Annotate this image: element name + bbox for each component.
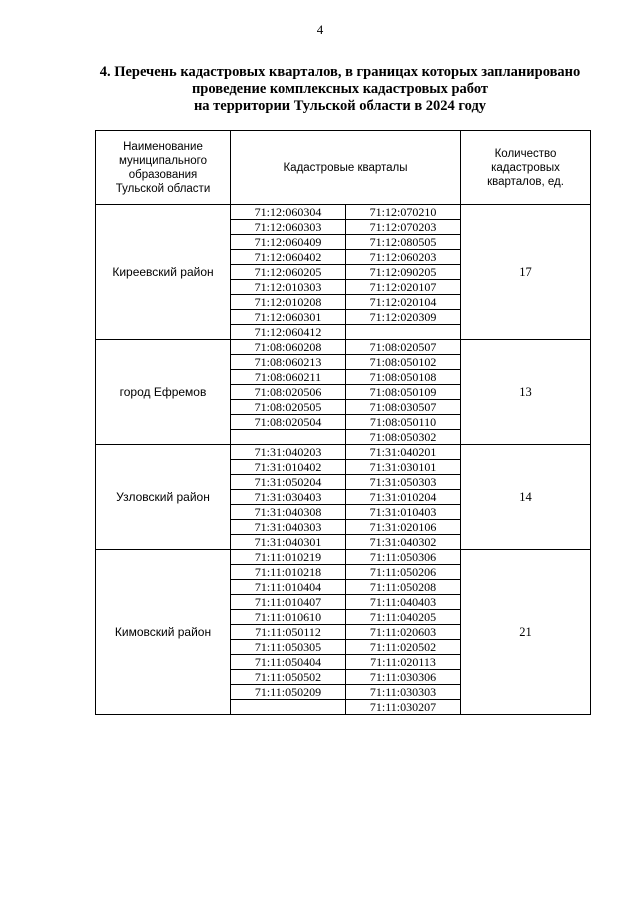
cadastral-number: 71:31:050303 <box>346 475 461 490</box>
cadastral-number: 71:08:020506 <box>231 385 346 400</box>
quarters-grid-row <box>231 565 460 580</box>
table-row <box>96 445 591 550</box>
cadastral-number: 71:08:050110 <box>346 415 461 430</box>
quarters-grid <box>231 205 460 339</box>
cadastral-number: 71:31:040201 <box>346 445 461 460</box>
cadastral-number: 71:08:020507 <box>346 340 461 355</box>
cadastral-number: 71:11:020603 <box>346 625 461 640</box>
quarters-grid-row <box>231 550 460 565</box>
quarters-grid-row <box>231 655 460 670</box>
cadastral-number: 71:12:090205 <box>346 265 461 280</box>
cadastral-number: 71:11:030306 <box>346 670 461 685</box>
cadastral-number: 71:31:040203 <box>231 445 346 460</box>
header-count: Количество кадастровых кварталов, ед. <box>461 131 591 205</box>
quarters-grid-row <box>231 220 460 235</box>
page-number: 4 <box>316 22 324 37</box>
quarters-grid-row <box>231 205 460 220</box>
cadastral-number: 71:11:050208 <box>346 580 461 595</box>
heading-line-3: на территории Тульской области в 2024 году <box>193 98 487 114</box>
cadastral-number: 71:12:020107 <box>346 280 461 295</box>
quarters-count: 21 <box>461 550 591 715</box>
quarters-list <box>231 445 461 550</box>
quarters-grid-row <box>231 625 460 640</box>
quarters-grid-row <box>231 580 460 595</box>
cadastral-number: 71:12:010208 <box>231 295 346 310</box>
cadastral-number: 71:11:050306 <box>346 550 461 565</box>
quarters-count: 13 <box>461 340 591 445</box>
cadastral-number: 71:11:020113 <box>346 655 461 670</box>
table-row <box>96 340 591 445</box>
quarters-grid-row <box>231 685 460 700</box>
quarters-grid-row <box>231 325 460 340</box>
quarters-grid-row <box>231 595 460 610</box>
municipality-name: город Ефремов <box>96 340 231 445</box>
quarters-grid-row <box>231 355 460 370</box>
quarters-grid-row <box>231 460 460 475</box>
cadastral-number: 71:31:050204 <box>231 475 346 490</box>
quarters-grid-row <box>231 415 460 430</box>
quarters-grid-row <box>231 445 460 460</box>
cadastral-number: 71:11:050206 <box>346 565 461 580</box>
cadastral-number: 71:12:060205 <box>231 265 346 280</box>
quarters-grid <box>231 340 460 444</box>
quarters-grid-row <box>231 340 460 355</box>
cadastral-number <box>346 325 461 340</box>
table-row <box>96 550 591 715</box>
cadastral-number: 71:12:060412 <box>231 325 346 340</box>
cadastral-number: 71:08:050302 <box>346 430 461 445</box>
cadastral-number: 71:11:030303 <box>346 685 461 700</box>
quarters-grid-row <box>231 700 460 715</box>
cadastral-number: 71:11:050305 <box>231 640 346 655</box>
cadastral-number: 71:11:050112 <box>231 625 346 640</box>
cadastral-number: 71:31:040301 <box>231 535 346 550</box>
cadastral-number: 71:12:060409 <box>231 235 346 250</box>
quarters-grid-row <box>231 235 460 250</box>
cadastral-number: 71:31:040308 <box>231 505 346 520</box>
cadastral-number: 71:12:060301 <box>231 310 346 325</box>
cadastral-number: 71:31:010403 <box>346 505 461 520</box>
cadastral-number: 71:11:040403 <box>346 595 461 610</box>
quarters-grid-row <box>231 295 460 310</box>
cadastral-number: 71:08:020505 <box>231 400 346 415</box>
cadastral-number: 71:31:040303 <box>231 520 346 535</box>
quarters-grid-row <box>231 310 460 325</box>
quarters-grid-row <box>231 475 460 490</box>
cadastral-number: 71:08:050108 <box>346 370 461 385</box>
quarters-grid <box>231 445 460 549</box>
heading-line-1: 4. Перечень кадастровых кварталов, в границах которых запланировано <box>99 64 581 80</box>
cadastral-number: 71:11:030207 <box>346 700 461 715</box>
cadastral-number: 71:12:010303 <box>231 280 346 295</box>
quarters-grid-row <box>231 610 460 625</box>
quarters-count: 14 <box>461 445 591 550</box>
quarters-grid-row <box>231 385 460 400</box>
quarters-grid-row <box>231 280 460 295</box>
quarters-grid-row <box>231 250 460 265</box>
cadastral-number: 71:11:050209 <box>231 685 346 700</box>
quarters-grid <box>231 550 460 714</box>
cadastral-number: 71:08:060213 <box>231 355 346 370</box>
quarters-grid-row <box>231 520 460 535</box>
cadastral-number: 71:08:060211 <box>231 370 346 385</box>
cadastral-number: 71:12:060304 <box>231 205 346 220</box>
cadastral-number: 71:31:040302 <box>346 535 461 550</box>
cadastral-number: 71:08:020504 <box>231 415 346 430</box>
heading-line-2: проведение комплексных кадастровых работ <box>191 81 489 97</box>
cadastral-number: 71:11:050404 <box>231 655 346 670</box>
cadastral-number: 71:11:010219 <box>231 550 346 565</box>
cadastral-number: 71:12:020104 <box>346 295 461 310</box>
cadastral-number: 71:08:050109 <box>346 385 461 400</box>
cadastral-number: 71:11:010218 <box>231 565 346 580</box>
cadastral-quarters-table <box>95 130 591 715</box>
cadastral-number: 71:11:050502 <box>231 670 346 685</box>
cadastral-number: 71:12:080505 <box>346 235 461 250</box>
cadastral-number: 71:31:010402 <box>231 460 346 475</box>
quarters-grid-row <box>231 490 460 505</box>
quarters-list <box>231 550 461 715</box>
quarters-grid-row <box>231 430 460 445</box>
cadastral-number: 71:31:030403 <box>231 490 346 505</box>
document-heading <box>60 64 620 115</box>
cadastral-number: 71:12:060402 <box>231 250 346 265</box>
quarters-count: 17 <box>461 205 591 340</box>
cadastral-number: 71:11:010610 <box>231 610 346 625</box>
cadastral-number: 71:31:010204 <box>346 490 461 505</box>
cadastral-number: 71:31:030101 <box>346 460 461 475</box>
quarters-grid-row <box>231 370 460 385</box>
cadastral-number: 71:11:010404 <box>231 580 346 595</box>
table-header-row <box>96 131 591 205</box>
cadastral-number: 71:12:070210 <box>346 205 461 220</box>
quarters-grid-row <box>231 505 460 520</box>
quarters-grid-row <box>231 265 460 280</box>
cadastral-number: 71:11:010407 <box>231 595 346 610</box>
quarters-grid-row <box>231 670 460 685</box>
quarters-grid-row <box>231 640 460 655</box>
cadastral-number: 71:08:060208 <box>231 340 346 355</box>
quarters-grid-row <box>231 535 460 550</box>
cadastral-number: 71:08:050102 <box>346 355 461 370</box>
table-row <box>96 205 591 340</box>
cadastral-number: 71:08:030507 <box>346 400 461 415</box>
cadastral-number: 71:12:060203 <box>346 250 461 265</box>
cadastral-number: 71:12:060303 <box>231 220 346 235</box>
municipality-name: Кимовский район <box>96 550 231 715</box>
quarters-list <box>231 340 461 445</box>
cadastral-number: 71:12:020309 <box>346 310 461 325</box>
cadastral-number: 71:12:070203 <box>346 220 461 235</box>
cadastral-number: 71:11:020502 <box>346 640 461 655</box>
cadastral-number <box>231 700 346 715</box>
cadastral-number: 71:11:040205 <box>346 610 461 625</box>
municipality-name: Узловский район <box>96 445 231 550</box>
header-quarters: Кадастровые кварталы <box>231 131 461 205</box>
municipality-name: Киреевский район <box>96 205 231 340</box>
quarters-grid-row <box>231 400 460 415</box>
quarters-list <box>231 205 461 340</box>
header-municipality: Наименование муниципального образования Тульской области <box>96 131 231 205</box>
cadastral-number <box>231 430 346 445</box>
cadastral-number: 71:31:020106 <box>346 520 461 535</box>
